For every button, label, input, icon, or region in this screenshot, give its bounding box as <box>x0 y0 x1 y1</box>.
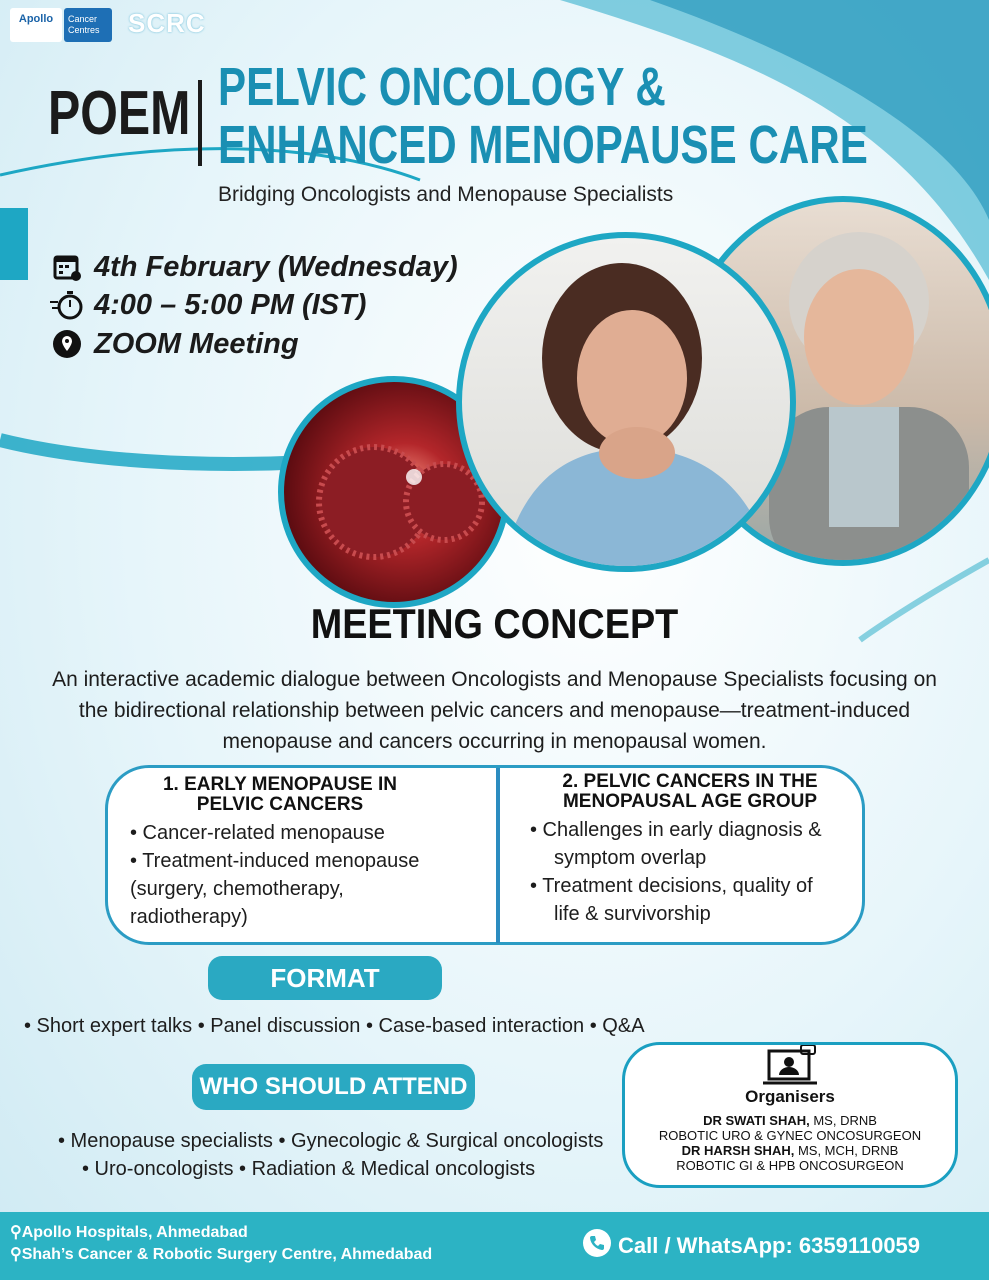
date-row: 4th February (Wednesday) <box>50 250 458 284</box>
pin-icon: ⚲ <box>10 1224 22 1241</box>
topics-divider <box>496 768 500 943</box>
presenter-icon <box>625 1045 955 1089</box>
topic-2-heading: 2. PELVIC CANCERS IN THE MENOPAUSAL AGE GROUP <box>562 771 818 812</box>
footer-location-2: ⚲Shah’s Cancer & Robotic Surgery Centre, Ahmedabad <box>10 1246 433 1263</box>
time-row: 4:00 – 5:00 PM (IST) <box>50 288 366 322</box>
attend-line-1: • Menopause specialists • Gynecologic & Surgical oncologists <box>58 1130 604 1152</box>
pin-icon: ⚲ <box>10 1246 22 1263</box>
location-pin-icon <box>50 327 84 361</box>
format-items: • Short expert talks • Panel discussion • Case-based interaction • Q&A <box>24 1015 645 1037</box>
organisers-heading: Organisers <box>745 1087 835 1106</box>
meeting-concept-text: An interactive academic dialogue between Oncologists and Menopause Specialists focusing on the bidirectional relationship between pelvic cancers and menopause—treatment-induced menopause and cancers occurring in menopausal women. <box>52 668 937 753</box>
topic-1-bullet-3: (surgery, chemotherapy, radiotherapy) <box>130 878 344 928</box>
scrc-logo: SCRC <box>128 8 206 38</box>
format-heading: FORMAT <box>208 956 442 1000</box>
page-subtitle: Bridging Oncologists and Menopause Specialists <box>218 183 674 206</box>
cancer-centres-logo: Cancer Centres <box>64 8 112 42</box>
page-title: PELVIC ONCOLOGY & ENHANCED MENOPAUSE CARE <box>218 57 868 175</box>
who-should-attend-heading: WHO SHOULD ATTEND <box>192 1064 475 1110</box>
organisers-box <box>622 1042 958 1188</box>
topic-1-bullet-2: • Treatment-induced menopause <box>130 850 420 872</box>
topic-2-bullet-2: symptom overlap <box>554 847 707 869</box>
phone-icon <box>582 1228 612 1264</box>
topic-2-bullet-1: • Challenges in early diagnosis & <box>530 819 822 841</box>
footer-location-1: ⚲Apollo Hospitals, Ahmedabad <box>10 1224 248 1241</box>
poem-label: POEM <box>48 79 191 148</box>
topic-2-bullet-4: life & survivorship <box>554 903 711 925</box>
organiser-1: DR SWATI SHAH, MS, DRNB <box>703 1113 877 1128</box>
organiser-2: DR HARSH SHAH, MS, MCH, DRNB <box>681 1143 899 1158</box>
apollo-logo: Apollo <box>10 8 62 42</box>
woman-photo <box>456 232 796 572</box>
organiser-2-role: ROBOTIC GI & HPB ONCOSURGEON <box>676 1158 904 1173</box>
topic-1-heading: 1. EARLY MENOPAUSE IN PELVIC CANCERS <box>162 774 398 815</box>
organiser-1-role: ROBOTIC URO & GYNEC ONCOSURGEON <box>658 1128 922 1143</box>
topic-2-bullet-3: • Treatment decisions, quality of <box>530 875 813 897</box>
title-divider <box>198 80 202 166</box>
attend-line-2: • Uro-oncologists • Radiation & Medical oncologists <box>82 1158 536 1180</box>
stopwatch-icon <box>50 288 84 322</box>
topic-1 <box>130 775 430 931</box>
footer-contact[interactable]: Call / WhatsApp: 6359110059 <box>582 1228 920 1264</box>
topic-2 <box>530 772 850 928</box>
meeting-concept-heading: MEETING CONCEPT <box>310 600 679 647</box>
venue-row: ZOOM Meeting <box>50 327 299 361</box>
calendar-icon <box>50 250 84 284</box>
topic-1-bullet-1: • Cancer-related menopause <box>130 822 385 844</box>
